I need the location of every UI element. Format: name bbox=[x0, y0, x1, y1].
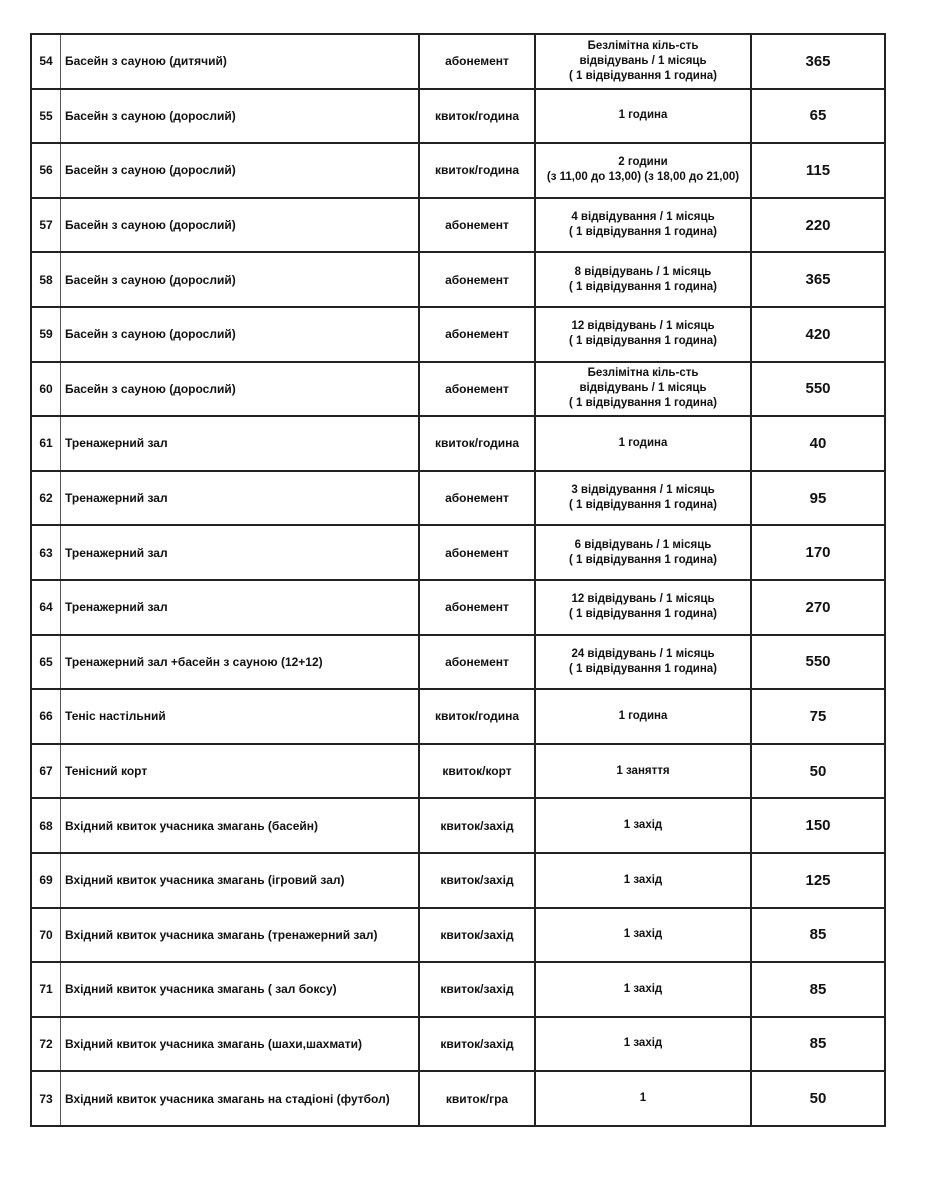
ticket-type: абонемент bbox=[419, 580, 535, 635]
visit-terms-line: ( 1 відвідування 1 година) bbox=[568, 662, 718, 675]
visit-terms-line: 1 захід bbox=[623, 1037, 663, 1050]
price-value: 95 bbox=[751, 471, 885, 526]
ticket-type: квиток/захід bbox=[419, 798, 535, 853]
visit-terms bbox=[535, 798, 751, 853]
row-number: 61 bbox=[31, 416, 61, 471]
price-value: 115 bbox=[751, 143, 885, 198]
price-value: 550 bbox=[751, 362, 885, 417]
visit-terms-line: ( 1 відвідування 1 година) bbox=[568, 397, 718, 410]
service-name: Басейн з сауною (дорослий) bbox=[61, 252, 420, 307]
service-name: Вхідний квиток учасника змагань (ігровий зал) bbox=[61, 853, 420, 908]
visit-terms-line: 1 захід bbox=[623, 873, 663, 886]
service-name: Басейн з сауною (дорослий) bbox=[61, 198, 420, 253]
price-value: 65 bbox=[751, 89, 885, 144]
visit-terms bbox=[535, 89, 751, 144]
price-value: 270 bbox=[751, 580, 885, 635]
visit-terms-line: 12 відвідувань / 1 місяць bbox=[571, 593, 715, 606]
row-number: 70 bbox=[31, 908, 61, 963]
row-number: 67 bbox=[31, 744, 61, 799]
ticket-type: квиток/захід bbox=[419, 853, 535, 908]
row-number: 63 bbox=[31, 525, 61, 580]
visit-terms bbox=[535, 580, 751, 635]
visit-terms-line: 1 захід bbox=[623, 928, 663, 941]
table-row bbox=[31, 962, 885, 1017]
service-name: Вхідний квиток учасника змагань (басейн) bbox=[61, 798, 420, 853]
row-number: 57 bbox=[31, 198, 61, 253]
price-value: 420 bbox=[751, 307, 885, 362]
row-number: 62 bbox=[31, 471, 61, 526]
price-value: 85 bbox=[751, 908, 885, 963]
visit-terms bbox=[535, 689, 751, 744]
service-name: Басейн з сауною (дорослий) bbox=[61, 307, 420, 362]
visit-terms-line: 4 відвідування / 1 місяць bbox=[571, 211, 715, 224]
table-row bbox=[31, 143, 885, 198]
visit-terms-line: 1 захід bbox=[623, 819, 663, 832]
table-row bbox=[31, 580, 885, 635]
service-name: Басейн з сауною (дорослий) bbox=[61, 362, 420, 417]
visit-terms bbox=[535, 962, 751, 1017]
visit-terms-line: 12 відвідувань / 1 місяць bbox=[571, 320, 715, 333]
table-row bbox=[31, 416, 885, 471]
visit-terms-line: ( 1 відвідування 1 година) bbox=[568, 608, 718, 621]
table-row bbox=[31, 908, 885, 963]
visit-terms bbox=[535, 908, 751, 963]
service-name: Тренажерний зал bbox=[61, 416, 420, 471]
table-row bbox=[31, 798, 885, 853]
service-name: Тренажерний зал +басейн з сауною (12+12) bbox=[61, 635, 420, 690]
service-name: Вхідний квиток учасника змагань ( зал боксу) bbox=[61, 962, 420, 1017]
service-name: Басейн з сауною (дорослий) bbox=[61, 143, 420, 198]
visit-terms-line: 1 bbox=[639, 1092, 647, 1105]
visit-terms bbox=[535, 307, 751, 362]
service-name: Басейн з сауною (дорослий) bbox=[61, 89, 420, 144]
table-row bbox=[31, 635, 885, 690]
row-number: 73 bbox=[31, 1071, 61, 1126]
ticket-type: квиток/година bbox=[419, 416, 535, 471]
price-value: 85 bbox=[751, 1017, 885, 1072]
visit-terms-line: 6 відвідувань / 1 місяць bbox=[574, 538, 712, 551]
visit-terms bbox=[535, 252, 751, 307]
table-row bbox=[31, 307, 885, 362]
ticket-type: квиток/година bbox=[419, 89, 535, 144]
price-value: 85 bbox=[751, 962, 885, 1017]
ticket-type: абонемент bbox=[419, 525, 535, 580]
service-name: Теніс настільний bbox=[61, 689, 420, 744]
price-table-body bbox=[31, 34, 885, 1126]
price-value: 125 bbox=[751, 853, 885, 908]
visit-terms-line: ( 1 відвідування 1 година) bbox=[568, 280, 718, 293]
visit-terms-line: ( 1 відвідування 1 година) bbox=[568, 226, 718, 239]
ticket-type: абонемент bbox=[419, 198, 535, 253]
ticket-type: квиток/захід bbox=[419, 908, 535, 963]
visit-terms-line: 1 година bbox=[618, 109, 668, 122]
row-number: 55 bbox=[31, 89, 61, 144]
table-row bbox=[31, 525, 885, 580]
visit-terms bbox=[535, 853, 751, 908]
service-name: Басейн з сауною (дитячий) bbox=[61, 34, 420, 89]
visit-terms bbox=[535, 143, 751, 198]
row-number: 54 bbox=[31, 34, 61, 89]
service-name: Тенісний корт bbox=[61, 744, 420, 799]
ticket-type: квиток/корт bbox=[419, 744, 535, 799]
ticket-type: абонемент bbox=[419, 307, 535, 362]
visit-terms-line: відвідувань / 1 місяць bbox=[579, 54, 707, 67]
visit-terms-line: ( 1 відвідування 1 година) bbox=[568, 553, 718, 566]
visit-terms-line: ( 1 відвідування 1 година) bbox=[568, 335, 718, 348]
row-number: 71 bbox=[31, 962, 61, 1017]
ticket-type: абонемент bbox=[419, 34, 535, 89]
price-value: 365 bbox=[751, 252, 885, 307]
row-number: 64 bbox=[31, 580, 61, 635]
visit-terms bbox=[535, 744, 751, 799]
visit-terms-line: Безлімітна кіль-сть bbox=[587, 367, 699, 380]
table-row bbox=[31, 252, 885, 307]
service-name: Тренажерний зал bbox=[61, 525, 420, 580]
visit-terms bbox=[535, 34, 751, 89]
visit-terms bbox=[535, 1017, 751, 1072]
table-row bbox=[31, 853, 885, 908]
price-value: 170 bbox=[751, 525, 885, 580]
price-list-sheet bbox=[30, 33, 883, 1127]
visit-terms-line: ( 1 відвідування 1 година) bbox=[568, 499, 718, 512]
row-number: 69 bbox=[31, 853, 61, 908]
price-value: 50 bbox=[751, 744, 885, 799]
service-name: Вхідний квиток учасника змагань (тренажерний зал) bbox=[61, 908, 420, 963]
ticket-type: абонемент bbox=[419, 362, 535, 417]
ticket-type: абонемент bbox=[419, 635, 535, 690]
visit-terms-line: 1 заняття bbox=[616, 764, 670, 777]
price-table bbox=[30, 33, 886, 1127]
table-row bbox=[31, 744, 885, 799]
row-number: 72 bbox=[31, 1017, 61, 1072]
service-name: Тренажерний зал bbox=[61, 580, 420, 635]
table-row bbox=[31, 471, 885, 526]
price-value: 75 bbox=[751, 689, 885, 744]
row-number: 59 bbox=[31, 307, 61, 362]
row-number: 68 bbox=[31, 798, 61, 853]
visit-terms bbox=[535, 525, 751, 580]
visit-terms bbox=[535, 1071, 751, 1126]
price-value: 50 bbox=[751, 1071, 885, 1126]
table-row bbox=[31, 34, 885, 89]
service-name: Тренажерний зал bbox=[61, 471, 420, 526]
price-value: 365 bbox=[751, 34, 885, 89]
ticket-type: квиток/година bbox=[419, 689, 535, 744]
visit-terms-line: Безлімітна кіль-сть bbox=[587, 39, 699, 52]
service-name: Вхідний квиток учасника змагань (шахи,шахмати) bbox=[61, 1017, 420, 1072]
row-number: 58 bbox=[31, 252, 61, 307]
visit-terms bbox=[535, 635, 751, 690]
ticket-type: абонемент bbox=[419, 471, 535, 526]
visit-terms bbox=[535, 471, 751, 526]
visit-terms-line: 3 відвідування / 1 місяць bbox=[571, 484, 715, 497]
table-row bbox=[31, 1071, 885, 1126]
row-number: 56 bbox=[31, 143, 61, 198]
visit-terms bbox=[535, 362, 751, 417]
table-row bbox=[31, 198, 885, 253]
row-number: 66 bbox=[31, 689, 61, 744]
ticket-type: квиток/година bbox=[419, 143, 535, 198]
ticket-type: квиток/захід bbox=[419, 1017, 535, 1072]
visit-terms-line: 24 відвідувань / 1 місяць bbox=[571, 647, 715, 660]
row-number: 60 bbox=[31, 362, 61, 417]
visit-terms-line: 1 година bbox=[618, 709, 668, 722]
table-row bbox=[31, 362, 885, 417]
visit-terms-line: 1 година bbox=[618, 436, 668, 449]
visit-terms-line: відвідувань / 1 місяць bbox=[579, 382, 707, 395]
table-row bbox=[31, 1017, 885, 1072]
ticket-type: квиток/гра bbox=[419, 1071, 535, 1126]
visit-terms-line: 1 захід bbox=[623, 982, 663, 995]
visit-terms-line: 8 відвідувань / 1 місяць bbox=[574, 265, 712, 278]
visit-terms bbox=[535, 416, 751, 471]
service-name: Вхідний квиток учасника змагань на стадіоні (футбол) bbox=[61, 1071, 420, 1126]
ticket-type: абонемент bbox=[419, 252, 535, 307]
table-row bbox=[31, 89, 885, 144]
visit-terms-line: (з 11,00 до 13,00) (з 18,00 до 21,00) bbox=[546, 171, 740, 184]
row-number: 65 bbox=[31, 635, 61, 690]
price-value: 220 bbox=[751, 198, 885, 253]
visit-terms bbox=[535, 198, 751, 253]
price-value: 550 bbox=[751, 635, 885, 690]
price-value: 40 bbox=[751, 416, 885, 471]
visit-terms-line: 2 години bbox=[618, 156, 668, 169]
table-row bbox=[31, 689, 885, 744]
ticket-type: квиток/захід bbox=[419, 962, 535, 1017]
price-value: 150 bbox=[751, 798, 885, 853]
visit-terms-line: ( 1 відвідування 1 година) bbox=[568, 69, 718, 82]
